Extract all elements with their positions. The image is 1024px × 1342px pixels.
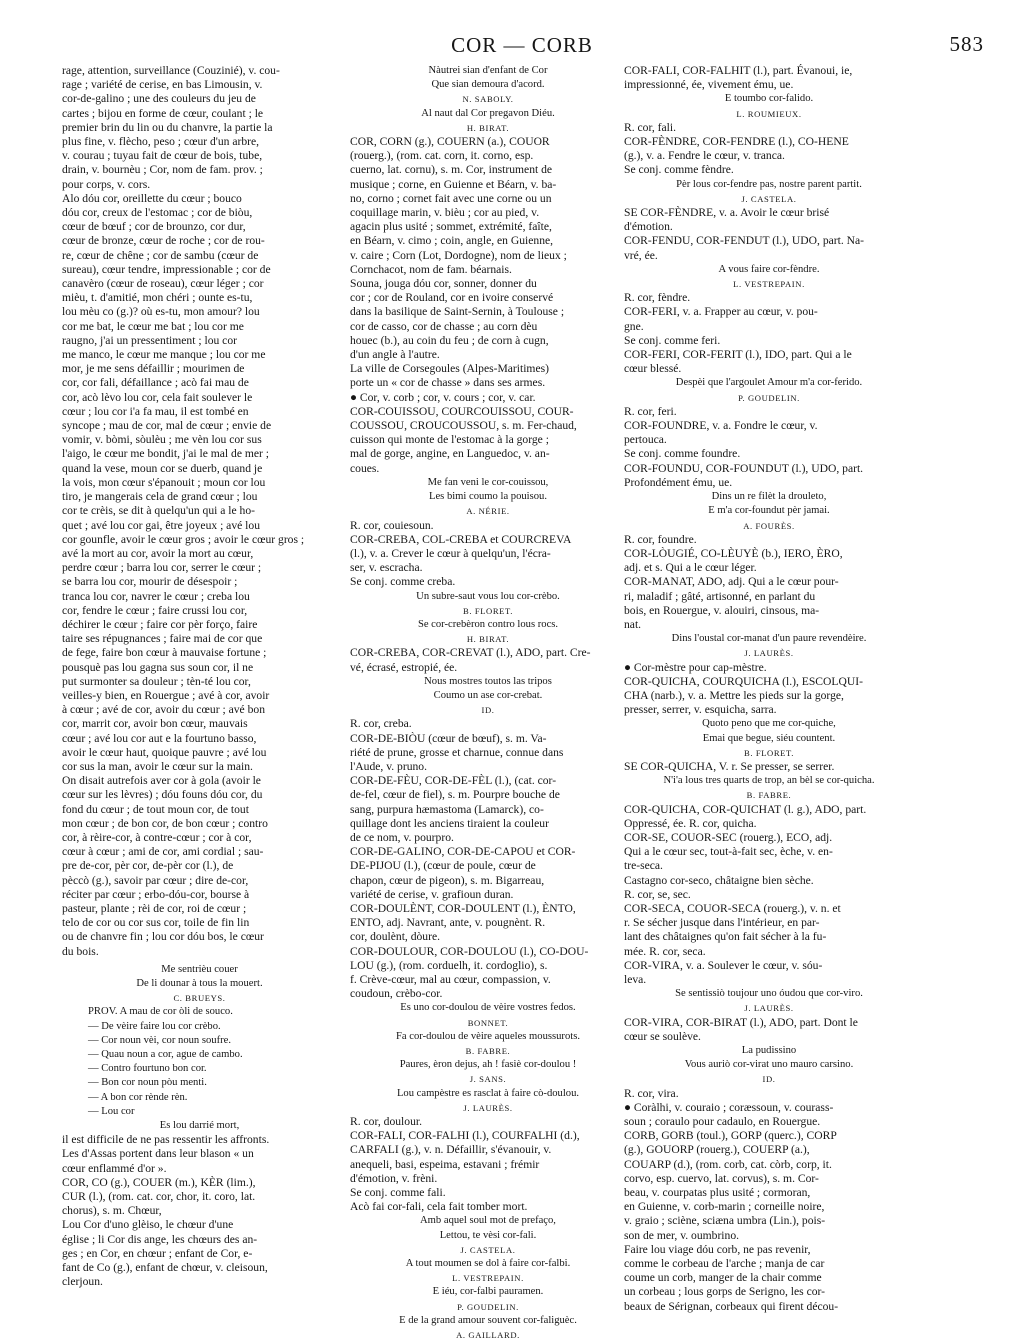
entry-line: perdre cœur ; barra lou cor, serrer le cœur ;: [62, 561, 262, 575]
entry-line: R. cor, fèndre.: [624, 291, 691, 305]
citation-line: Pèr lous cor-fendre pas, nostre parent partit.: [676, 178, 862, 190]
entry-line: beaux de Sérignan, corbeaux qui firent décou-: [624, 1299, 839, 1313]
entry-line: sureau), cœur tendre, impressionable ; cor de: [62, 262, 271, 276]
column-middle: [350, 64, 626, 1342]
citation-line: Se sentissiò toujour uno óudou que cor-viro.: [675, 988, 863, 1000]
entry-line: ges ; en Cor, en chœur ; enfant de Cor, e-: [62, 1246, 253, 1260]
entry-line: se barra lou cor, mourir de désespoir ;: [62, 575, 238, 589]
entry-line: (l.), v. a. Crever le cœur à quelqu'un, l'écra-: [350, 546, 551, 560]
citation-line: E toumbo cor-falido.: [724, 93, 814, 105]
citation-author: J. LAURÈS.: [463, 1102, 513, 1113]
citation-author: B. FABRE.: [746, 790, 792, 801]
entry-line: comme le corbeau de l'arche ; manja de car: [624, 1257, 825, 1271]
entry-line: plus fine, v. flècho, peso ; cœur d'un arbre,: [62, 135, 260, 149]
citation-line: Paures, èron dejus, ah ! fasiè cor-doulou !: [399, 1059, 577, 1071]
citation-author: J. LAURÈS.: [744, 1003, 794, 1014]
entry-line: anequeli, basi, espeima, estavani ; frémir: [350, 1157, 540, 1171]
citation-author: L. VESTREPAIN.: [733, 279, 805, 290]
entry-line: d'émotion.: [624, 220, 673, 234]
citation-author: B. FLORET.: [743, 747, 794, 758]
entry-line: mor, je me sens défaillir ; mourimen de: [62, 362, 245, 376]
citation-line: Es lou darrié mort,: [159, 1120, 240, 1132]
entry-line: fond du cœur ; de tout moun cor, de tout: [62, 802, 249, 816]
entry-line: taire ses répugnances ; faire mai de cor que: [62, 632, 263, 646]
entry-line: v. graio ; sciène, sciæna umbra (Lin.), pois-: [624, 1214, 826, 1228]
entry-line: syncope ; mau de cor, mal de cœur ; envie de: [62, 419, 272, 433]
entry-line: clerjoun.: [62, 1275, 103, 1289]
entry-line: cor me bat, le cœur me bat ; lou cor me: [62, 319, 244, 333]
entry-line: houec (b.), au coin du feu ; de corn à cugn,: [350, 333, 549, 347]
entry-line: mal de gorge, angine, en Languedoc, v. an-: [350, 447, 550, 461]
entry-line: cuerno, lat. cornu), s. m. Cor, instrument de: [350, 163, 553, 177]
entry-line: cœur ; avé lou cor aut e la fourtuno basso,: [62, 731, 257, 745]
proverb-line: — De vèire faire lou cor crèbo.: [88, 1020, 221, 1032]
citation-line: Quoto peno que me cor-quiche,: [702, 718, 836, 730]
entry-line: Castagno cor-seco, châtaigne bien sèche.: [624, 873, 814, 887]
entry-line: cor, fendre le cœur ; faire crussi lou cor,: [62, 603, 248, 617]
citation-author: H. BIRAT.: [466, 122, 510, 133]
entry-line: COR-COUISSOU, COURCOUISSOU, COUR-: [350, 404, 574, 418]
entry-line: COR-SE, COUOR-SEC (rouerg.), ECO, adj.: [624, 830, 833, 844]
citation-line: E m'a cor-foundut pèr jamai.: [708, 505, 830, 517]
entry-line: variété de cerise, v. grafioun duran.: [350, 887, 514, 901]
entry-line: cœur de bœuf ; cor de brounzo, cor dur,: [62, 220, 246, 234]
entry-line: premier brin du lin ou du chanvre, la partie la: [62, 120, 273, 134]
citation-author: A. FOURÈS.: [743, 520, 795, 531]
citation-author: N. SABOLY.: [462, 94, 514, 105]
entry-line: cœur à cœur ; ami de cor, ami cordial ; sau-: [62, 845, 264, 859]
entry-line: ou de chanvre fin ; lou cor dóu bos, le cœur: [62, 930, 264, 944]
citation-author: C. BRUEYS.: [173, 993, 226, 1004]
entry-line: R. cor, vira.: [624, 1086, 679, 1100]
entry-line: cor sus la man, avoir le cœur sur la main.: [62, 759, 253, 773]
entry-line: un corbeau ; lous gorps de Serigno, les cor-: [624, 1285, 825, 1299]
entry-line: cor, cor fali, défaillance ; acò fai mau de: [62, 376, 249, 390]
entry-line: pour corps, v. cors.: [62, 177, 151, 191]
citation-line: Dins un re filèt la drouleto,: [711, 491, 827, 503]
column-right: [624, 64, 914, 1314]
citation-author: A. NÉRIE.: [466, 506, 510, 517]
entry-line: COR, CO (g.), COUER (m.), KÈR (lim.),: [62, 1175, 256, 1189]
entry-line: la vois, mon cœur s'épanouit ; moun cor lou: [62, 475, 266, 489]
entry-line: cœur sur les lèvres) ; dóu founs dóu cor, du: [62, 788, 263, 802]
entry-line: mièu, t. d'amitié, mon chéri ; ounte es-tu,: [62, 291, 253, 305]
page-header: [60, 30, 984, 60]
entry-line: riété de prune, grosse et charnue, connue dans: [350, 745, 564, 759]
entry-line: tranca lou cor, navrer le cœur ; creba lou: [62, 589, 250, 603]
entry-line: de-fel, cœur de fiel), s. m. Pourpre bouche de: [350, 788, 560, 802]
citation-line: Les bimi coumo la pouisou.: [429, 491, 547, 503]
entry-line: re, cœur de chêne ; cor de sambu (cœur de: [62, 248, 259, 262]
entry-line: coume un corb, manger de la chair comme: [624, 1271, 822, 1285]
column-left: [62, 64, 337, 1289]
citation-line: Lou campèstre es rasclat à faire cò-doulou.: [396, 1087, 580, 1099]
entry-line: pasteur, plante ; rèi de cor, roi de cœur ;: [62, 901, 247, 915]
citation-line: Amb aquel soul mot de prefaço,: [420, 1215, 556, 1227]
entry-line: fant de Co (g.), enfant de chœur, v. cleisoun,: [62, 1261, 268, 1275]
entry-line: CUR (l.), (rom. cat. cor, chor, it. coro, lat.: [62, 1190, 256, 1204]
entry-line: COR-CREBA, COR-CREVAT (l.), ADO, part. Cre-: [350, 646, 591, 660]
entry-line: impressionné, ée, vivement ému, ue.: [624, 78, 794, 92]
entry-line: cœur blessé.: [624, 362, 682, 376]
entry-line: soun ; coraulo pour cadaulo, en Rouergue.: [624, 1115, 821, 1129]
entry-line: vré, ée.: [624, 248, 658, 262]
entry-line: corvo, esp. cuervo, lat. corvus), s. m. Cor-: [624, 1171, 819, 1185]
citation-author: ID.: [481, 705, 495, 716]
entry-line: Lou Cor d'uno glèiso, le chœur d'une: [62, 1218, 234, 1232]
citation-line: Dins l'oustal cor-manat d'un paure revendèire.: [671, 633, 867, 645]
entry-line: cœur ; lou cor i'a fa mau, il est tombé en: [62, 404, 249, 418]
citation-line: A tout moumen se dol à faire cor-falbi.: [405, 1258, 571, 1270]
citation-author: L. VESTREPAIN.: [452, 1273, 524, 1284]
citation-author: P. GOUDELIN.: [457, 1301, 519, 1312]
entry-line: ENTO, adj. Navrant, ante, v. pougnènt. R.: [350, 916, 546, 930]
entry-line: bois, en Rouergue, v. alouiri, cinsous, ma-: [624, 603, 820, 617]
entry-line: réciter par cœur ; erbo-dóu-cor, bourse à: [62, 887, 250, 901]
entry-line: pre de-cor, pèr cor, de-pèr cor (l.), de: [62, 859, 234, 873]
entry-line: Cornchacot, nom de fam. béarnais.: [350, 262, 512, 276]
entry-line: R. cor, fali.: [624, 120, 677, 134]
citation-author: B. FLORET.: [462, 605, 513, 616]
citation-line: Lettou, te vèsi cor-fali.: [439, 1229, 537, 1241]
entry-line: COR-DE-GALINO, COR-DE-CAPOU et COR-: [350, 845, 576, 859]
entry-line: Oppressé, ée. R. cor, quicha.: [624, 816, 757, 830]
entry-line: cœur enflammé d'or ».: [62, 1161, 167, 1175]
citation-author: H. BIRAT.: [466, 634, 510, 645]
entry-line: DE-PIJOU (l.), (cœur de poule, cœur de: [350, 859, 536, 873]
entry-line: COR-FERI, v. a. Frapper au cœur, v. pou-: [624, 305, 818, 319]
entry-line: cor-de-galino ; une des couleurs du jeu de: [62, 92, 256, 106]
entry-line: Faire lou viage dóu corb, ne pas revenir,: [624, 1242, 811, 1256]
entry-line: dans la basilique de Saint-Sernin, à Toulouse ;: [350, 305, 565, 319]
entry-line: v. courau ; tuyau fait de cœur de bois, tube,: [62, 149, 263, 163]
entry-line: telo de cor ou cor sus cor, toile de fin lin: [62, 916, 250, 930]
entry-line: pertouca.: [624, 433, 667, 447]
proverb-line: — Cor noun vèi, cor noun soufre.: [88, 1034, 231, 1046]
entry-line: Souna, jouga dóu cor, sonner, donner du: [350, 277, 537, 291]
citation-author: BONNET.: [467, 1017, 509, 1028]
proverb-line: — A bon cor rènde rèn.: [88, 1091, 188, 1103]
entry-line: en Guienne, v. corb-marin ; corneille noire,: [624, 1200, 825, 1214]
entry-line: COR-FALI, COR-FALHIT (l.), part. Évanoui, ie,: [624, 64, 853, 77]
entry-line: d'un angle à l'autre.: [350, 348, 440, 362]
entry-line: COR-DOULOUR, COR-DOULOU (l.), CO-DOU-: [350, 944, 589, 958]
citation-line: Emai que begue, siéu countent.: [702, 732, 836, 744]
entry-line: R. cor, se, sec.: [624, 887, 691, 901]
entry-line: quet ; avé lou cor gai, être joyeux ; avé lou: [62, 518, 260, 532]
entry-line: adj. et s. Qui a le cœur léger.: [624, 561, 757, 575]
entry-line: COR-FÈNDRE, COR-FENDRE (l.), CO-HENE: [624, 135, 849, 149]
entry-line: COR-QUICHA, COR-QUICHAT (l. g.), ADO, part.: [624, 802, 867, 816]
entry-line: raugno, j'ai un pressentiment ; lou cor: [62, 333, 237, 347]
entry-line: CORB, GORB (toul.), GORP (querc.), CORP: [624, 1129, 837, 1143]
entry-line: Se conj. comme creba.: [350, 575, 456, 589]
citation-line: Nàutrei sian d'enfant de Cor: [428, 65, 548, 76]
entry-line: COR, CORN (g.), COUERN (a.), COUOR: [350, 135, 550, 149]
entry-line: cor, marrit cor, avoir bon cœur, mauvais: [62, 717, 248, 731]
entry-line: LOU (g.), (rom. corduelh, it. cordoglio), s.: [350, 958, 548, 972]
entry-line: SE COR-FÈNDRE, v. a. Avoir le cœur brisé: [624, 206, 830, 220]
citation-line: Un subre-saut vous lou cor-crèbo.: [416, 590, 560, 602]
citation-line: E iéu, cor-falbi pauramen.: [432, 1286, 544, 1298]
entry-line: COR-LÒUGIÉ, CO-LÈUYÈ (b.), IERO, ÈRO,: [624, 546, 843, 560]
entry-line: cartes ; bijou en forme de cœur, coulant ; le: [62, 106, 264, 120]
entry-line: COUARP (d.), (rom. corb, cat. còrb, corp, it.: [624, 1157, 832, 1171]
entry-line: gne.: [624, 319, 644, 333]
entry-line: église ; li Cor dis ange, les chœurs des an-: [62, 1232, 258, 1246]
citation-author: B. FABRE.: [465, 1046, 511, 1057]
running-title: COR — CORB: [451, 33, 593, 57]
entry-line: du bois.: [62, 944, 99, 958]
entry-line: Acò fai cor-fali, cela fait tomber mort.: [350, 1200, 528, 1214]
proverb-line: PROV. A mau de cor òli de souco.: [88, 1006, 233, 1018]
entry-line: SE COR-QUICHA, V. r. Se presser, se serrer.: [624, 759, 835, 773]
entry-line: d'émotion, v. frèni.: [350, 1171, 438, 1185]
entry-line: sang, purpura hæmastoma (Lamarck), co-: [350, 802, 544, 816]
entry-line: COR-FENDU, COR-FENDUT (l.), UDO, part. Na-: [624, 234, 865, 248]
citation-line: A vous faire cor-fèndre.: [718, 263, 820, 275]
entry-line: cuisson qui monte de l'estomac à la gorge ;: [350, 433, 549, 447]
entry-line: me manco, le cœur me manque ; lou cor me: [62, 348, 266, 362]
entry-line: lou mèu co (g.)? où es-tu, mon amour? lou: [62, 305, 260, 319]
entry-line: Profondément ému, ue.: [624, 475, 733, 489]
entry-line: canavèro (cœur de roseau), cœur léger ; cor: [62, 277, 264, 291]
entry-line: COR-FERI, COR-FERIT (l.), IDO, part. Qui a le: [624, 348, 852, 362]
entry-line: de fege, faire bon cœur à mauvaise fortune ;: [62, 646, 267, 660]
entry-line: ● Cor-mèstre pour cap-mèstre.: [624, 660, 767, 674]
citation-author: L. ROUMIEUX.: [736, 108, 802, 119]
entry-line: Qui a le cœur sec, tout-à-fait sec, èche, v. en-: [624, 845, 833, 859]
entry-line: v. caire ; Corn (Lot, Dordogne), nom de lieux ;: [350, 248, 567, 262]
entry-line: COR-DE-BIÒU (cœur de bœuf), s. m. Va-: [350, 731, 547, 745]
entry-line: f. Crève-cœur, mal au cœur, compassion, v.: [350, 973, 551, 986]
entry-line: R. cor, couiesoun.: [350, 518, 434, 532]
entry-line: tre-seca.: [624, 859, 663, 873]
entry-line: r. Se sécher jusque dans l'intérieur, en par-: [624, 916, 820, 930]
entry-line: en Béarn, v. cimo ; coin, angle, en Guienne,: [350, 234, 554, 248]
entry-line: cœur se soulève.: [624, 1029, 701, 1043]
entry-line: cor te crèis, se dit à quelqu'un qui a le ho-: [62, 504, 256, 518]
entry-line: vé, écrasé, estropié, ée.: [350, 660, 458, 674]
proverb-line: — Bon cor noun pòu menti.: [88, 1077, 207, 1089]
entry-line: no, corno ; cornet fait avec une corne ou un: [350, 191, 552, 205]
citation-author: J. CASTELA.: [741, 193, 797, 204]
citation-author: ID.: [762, 1074, 776, 1085]
entry-line: R. cor, feri.: [624, 404, 677, 418]
entry-line: rage ; variété de cerise, en bas Limousin, v.: [62, 78, 263, 92]
entry-line: agacin plus usité ; sommet, extrémité, faîte,: [350, 220, 552, 234]
entry-line: COR-SECA, COUOR-SECA (rouerg.), v. n. et: [624, 901, 841, 915]
entry-line: avé la mort au cor, avoir la mort au cœur,: [62, 546, 254, 560]
entry-line: CHA (narb.), v. a. Mettre les pieds sur la gorge,: [624, 688, 844, 702]
entry-line: cor, doulènt, dòure.: [350, 930, 441, 944]
entry-line: nat.: [624, 617, 642, 631]
citation-line: De li dounar à tous la mouert.: [136, 978, 263, 989]
entry-line: COR-VIRA, v. a. Soulever le cœur, v. sóu-: [624, 958, 823, 972]
entry-line: COR-DE-FÈU, COR-DE-FÈL (l.), (cat. cor-: [350, 774, 557, 788]
proverb-line: — Quau noun a cor, ague de cambo.: [88, 1049, 243, 1061]
entry-line: avoir le cœur haut, quoique pauvre ; avé lou: [62, 745, 267, 759]
entry-line: cor, à rèire-cor, à contre-cœur ; cor à cor,: [62, 830, 252, 844]
citation-author: A. GAILLARD.: [456, 1330, 520, 1341]
entry-line: vomir, v. bòmi, sòulèu ; me vèn lou cor sus: [62, 433, 262, 447]
entry-line: COR-FOUNDRE, v. a. Fondre le cœur, v.: [624, 419, 818, 433]
entry-line: Les d'Assas portent dans leur blason « un: [62, 1147, 254, 1161]
entry-line: Se conj. comme fèndre.: [624, 163, 734, 177]
entry-line: Se conj. comme fali.: [350, 1186, 446, 1200]
entry-line: chorus), s. m. Chœur,: [62, 1204, 162, 1218]
citation-line: Es uno cor-doulou de vèire vostres fedos.: [400, 1002, 576, 1014]
entry-line: il est difficile de ne pas ressentir les affronts.: [62, 1133, 270, 1147]
entry-line: porte un « cor de chasse » dans ses armes.: [350, 376, 546, 390]
entry-line: COR-QUICHA, COURQUICHA (l.), ESCOLQUI-: [624, 674, 863, 688]
entry-line: chapon, cœur de pigeon), s. m. Bigarreau,: [350, 873, 545, 887]
entry-line: COR-FALI, COR-FALHI (l.), COURFALHI (d.),: [350, 1129, 580, 1143]
entry-line: Se conj. comme foundre.: [624, 447, 741, 461]
entry-line: dóu cor, creux de l'estomac ; cor de biòu,: [62, 206, 253, 220]
entry-line: cor gounfle, avoir le cœur gros ; avoir le cœur gros ;: [62, 532, 305, 546]
citation-line: Se cor-crebèron contro lous rocs.: [417, 618, 559, 630]
citation-author: P. GOUDELIN.: [738, 392, 800, 403]
entry-line: COR-VIRA, COR-BIRAT (l.), ADO, part. Dont le: [624, 1015, 858, 1029]
entry-line: cœur de bronze, cœur de roche ; cor de rou-: [62, 234, 265, 248]
entry-line: mée. R. cor, seca.: [624, 944, 706, 958]
citation-line: Me sentrièu couer: [161, 963, 238, 975]
entry-line: Se conj. comme feri.: [624, 333, 721, 347]
entry-line: veilles-y bien, en Rouergue ; avé à cor, avoir: [62, 688, 270, 702]
entry-line: coquillage marin, v. bièu ; cor au pied, v.: [350, 206, 540, 220]
citation-line: Al naut dal Cor pregavon Diéu.: [421, 107, 555, 119]
entry-line: mon cœur ; de bon cor, de bon cœur ; contro: [62, 816, 268, 830]
entry-line: cor de casso, cor de chasse ; au corn dèu: [350, 319, 538, 333]
citation-line: La pudissino: [741, 1045, 797, 1057]
citation-line: Despèi que l'argoulet Amour m'a cor-ferido.: [675, 377, 863, 389]
entry-line: COR-DOULÈNT, COR-DOULENT (l.), ÈNTO,: [350, 901, 576, 915]
citation-line: Coumo un ase cor-crebat.: [433, 689, 543, 701]
entry-line: musique ; corne, en Guienne et Béarn, v. ba-: [350, 177, 557, 191]
citation-line: Me fan veni le cor-couissou,: [427, 476, 549, 488]
citation-line: Vous auriò cor-virat uno mauro carsino.: [684, 1059, 854, 1071]
entry-line: ser, v. escracha.: [350, 561, 423, 575]
entry-line: (g.), v. a. Fendre le cœur, v. tranca.: [624, 149, 785, 163]
citation-line: E de la grand amour souvent cor-faliguèc.: [399, 1314, 577, 1326]
entry-line: l'Aude, v. pruno.: [350, 759, 428, 773]
page-number: 583: [949, 32, 984, 56]
entry-line: COR-FOUNDU, COR-FOUNDUT (l.), UDO, part.: [624, 461, 864, 475]
entry-line: ● Coràlhi, v. couraio ; coræssoun, v. courass-: [624, 1100, 834, 1114]
entry-line: R. cor, creba.: [350, 717, 412, 731]
entry-line: presser, serrer, v. esquicha, sarra.: [624, 703, 777, 717]
citation-author: J. SANS.: [469, 1074, 507, 1085]
entry-line: R. cor, doulour.: [350, 1115, 422, 1129]
citation-line: Nous mostres toutos las tripos: [424, 675, 552, 687]
entry-line: pousquè pas lou gagna sus soun cor, il ne: [62, 660, 254, 674]
citation-author: J. LAURÈS.: [744, 648, 794, 659]
entry-line: son de mer, v. oumbrino.: [624, 1228, 740, 1242]
entry-line: tiro, je mangerais cela de grand cœur ; lou: [62, 490, 258, 504]
entry-line: coues.: [350, 461, 380, 475]
entry-line: Alo dóu cor, oreillette du cœur ; bouco: [62, 191, 242, 205]
citation-line: Fa cor-doulou de vèire aqueles moussurots.: [396, 1030, 580, 1042]
entry-line: COR-CREBA, COL-CREBA et COURCREVA: [350, 532, 572, 546]
entry-line: l'aigo, le cœur me bondit, j'ai le mal de mer ;: [62, 447, 270, 461]
entry-line: (g.), GOUORP (rouerg.), COUERP (a.),: [624, 1143, 810, 1157]
entry-line: put surmonter sa douleur ; tèn-té lou cor,: [62, 674, 251, 688]
proverb-line: — Lou cor: [88, 1105, 135, 1117]
entry-line: CARFALI (g.), v. n. Défaillir, s'évanouir, v.: [350, 1143, 552, 1157]
proverb-line: — Contro fourtuno bon cor.: [88, 1063, 207, 1075]
entry-line: leva.: [624, 973, 647, 986]
entry-line: COR-MANAT, ADO, adj. Qui a le cœur pour-: [624, 575, 839, 589]
entry-line: quillage dont les anciens tiraient la couleur: [350, 816, 549, 830]
entry-line: ● Cor, v. corb ; cor, v. cours ; cor, v. car.: [350, 390, 536, 404]
entry-line: cor, acò lèvo lou cor, cela fait soulever le: [62, 390, 253, 404]
entry-line: R. cor, foundre.: [624, 532, 697, 546]
entry-line: cor ; cor de Rouland, cor en ivoire conservé: [350, 291, 554, 305]
citation-line: Que sian demoura d'acord.: [431, 79, 545, 91]
entry-line: La ville de Corsegoules (Alpes-Maritimes): [350, 362, 549, 376]
entry-line: beau, v. courpatas plus usité ; cormoran,: [624, 1186, 811, 1200]
entry-line: ri, maladif ; gâté, artisonné, en parlant du: [624, 589, 816, 603]
entry-line: déchirer le cœur ; faire cor pèr forço, faire: [62, 617, 258, 631]
entry-line: On disait autrefois aver cor à gola (avoir le: [62, 774, 261, 788]
entry-line: rage, attention, surveillance (Couzinié), v. cou-: [62, 64, 280, 77]
citation-author: J. CASTELA.: [460, 1244, 516, 1255]
entry-line: drain, v. bournèu ; Cor, nom de fam. prov. ;: [62, 163, 263, 177]
entry-line: de ce nom, v. pourpro.: [350, 830, 454, 844]
entry-line: lant des châtaignes qu'on fait sécher à la fu-: [624, 930, 827, 944]
entry-line: quand la vese, moun cor se duerb, quand je: [62, 461, 263, 475]
entry-line: (rouerg.), (rom. cat. corn, it. corno, esp.: [350, 149, 534, 163]
citation-line: N'i'a lous tres quarts de trop, an bèl se cor-quicha.: [663, 775, 875, 787]
entry-line: pèccò (g.), savoir par cœur ; dire de-cor,: [62, 873, 249, 887]
entry-line: à cœur ; avé de cor, avoir du cœur ; avé bon: [62, 703, 265, 717]
entry-line: coudoun, crèbo-cor.: [350, 987, 443, 1001]
entry-line: COUSSOU, CROUCOUSSOU, s. m. Fer-chaud,: [350, 419, 577, 433]
